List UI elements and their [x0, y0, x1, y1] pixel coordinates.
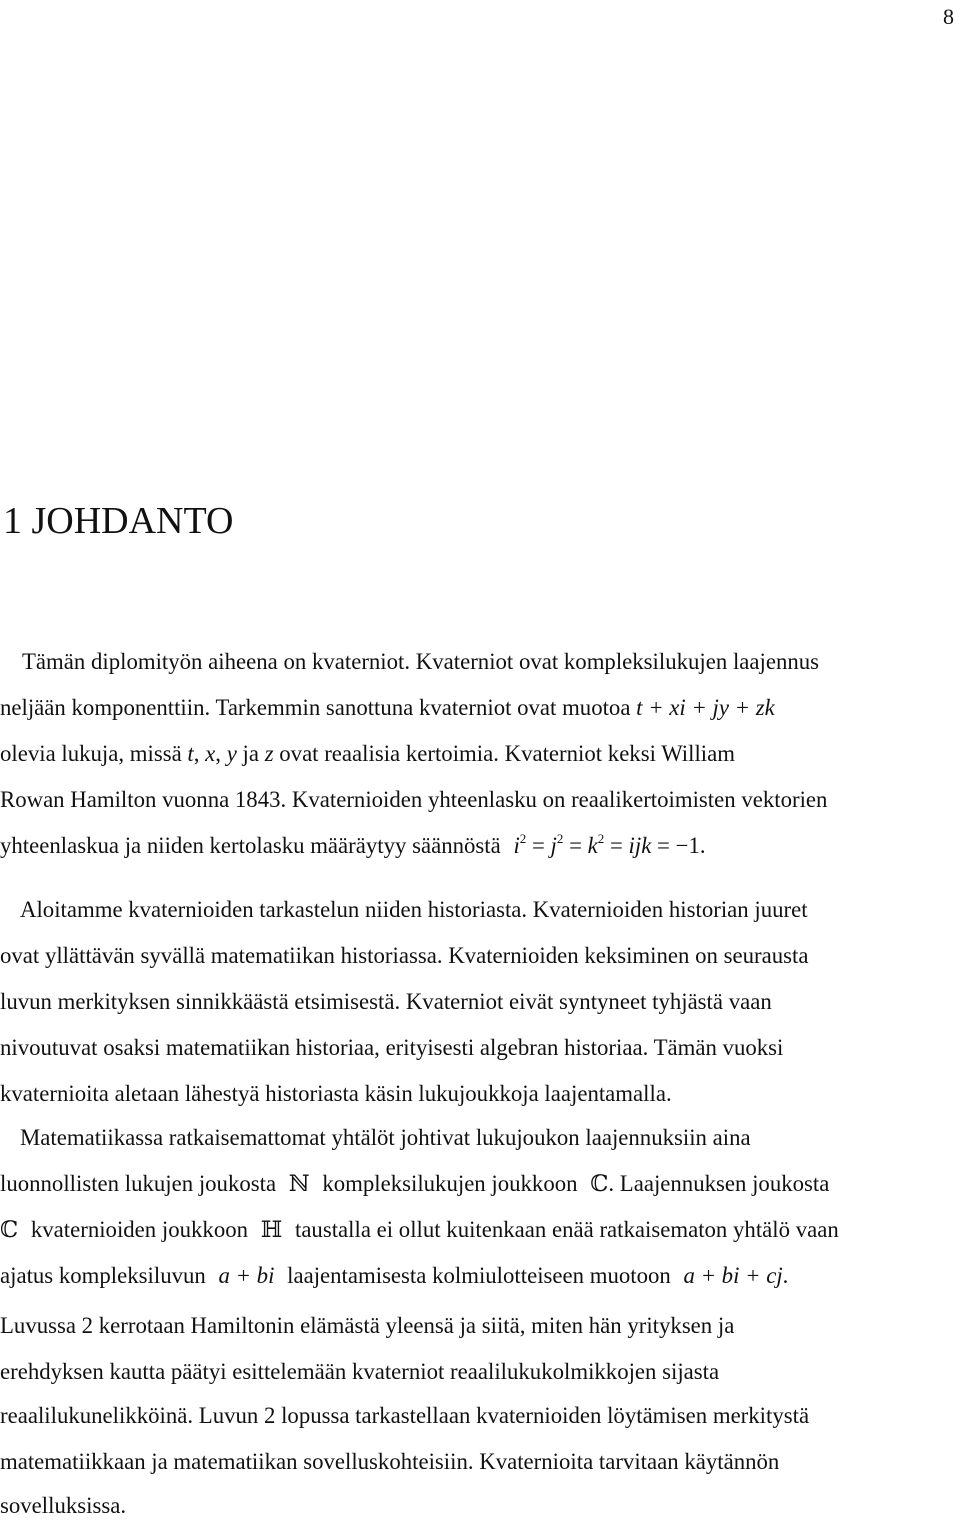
paragraph3-line4: [0, 1259, 960, 1293]
text: taustalla ei ollut kuitenkaan enää ratkaisematon yhtälö vaan: [294, 1217, 839, 1242]
math-z: z: [264, 741, 274, 766]
exponent: 2: [556, 831, 564, 846]
comma: ,: [193, 741, 200, 766]
text: yhteenlaskua ja niiden kertolasku määräytyy säännöstä: [0, 833, 501, 858]
equals: =: [604, 833, 629, 858]
paragraph2-line5: kvaternioita aletaan lähestyä historiasta käsin lukujoukkoja laajentamalla.: [0, 1081, 672, 1106]
paragraph3-line1: Matematiikassa ratkaisemattomat yhtälöt johtivat lukujoukon laajennuksiin aina: [20, 1125, 751, 1150]
math-complex-form: a + bi: [218, 1263, 275, 1288]
paragraph4-line5: sovelluksissa.: [0, 1493, 127, 1518]
paragraph1-line4: Rowan Hamilton vuonna 1843. Kvaternioiden yhteenlasku on reaalikertoimisten vektorien: [0, 787, 828, 812]
complex-symbol: ℂ: [590, 1171, 609, 1196]
paragraph2-line3: luvun merkityksen sinnikkäästä etsimisestä. Kvaterniot eivät syntyneet tyhjästä vaan: [0, 989, 772, 1014]
complex-symbol: ℂ: [0, 1217, 19, 1242]
math-triple-form: a + bi + cj: [683, 1263, 783, 1288]
comma: ,: [215, 741, 221, 766]
paragraph2-line1: Aloitamme kvaternioiden tarkastelun niiden historiasta. Kvaternioiden historian juuret: [20, 897, 808, 922]
paragraph1-line3: [0, 737, 960, 771]
math-k: k: [587, 833, 598, 858]
paragraph4-line4: matematiikkaan ja matematiikan sovelluskohteisiin. Kvaternioita tarvitaan käytännön: [0, 1449, 780, 1474]
text: kompleksilukujen joukkoon: [322, 1171, 578, 1196]
text: olevia lukuja, missä: [0, 741, 182, 766]
paragraph1-line2: [0, 691, 960, 725]
equals-minus-one: = −1.: [651, 833, 706, 858]
text: kvaternioiden joukkoon: [30, 1217, 249, 1242]
paragraph3-line3: [0, 1213, 960, 1247]
exponent: 2: [597, 831, 605, 846]
text: laajentamisesta kolmiulotteiseen muotoon: [287, 1263, 671, 1288]
text: ajatus kompleksiluvun: [0, 1263, 206, 1288]
paragraph2-line2: ovat yllättävän syvällä matematiikan historiassa. Kvaternioiden keksiminen on seurausta: [0, 943, 809, 968]
text: luonnollisten lukujen joukosta: [0, 1171, 277, 1196]
math-t: t: [187, 741, 194, 766]
text: ovat reaalisia kertoimia. Kvaterniot keksi William: [279, 741, 735, 766]
chapter-heading: 1 JOHDANTO: [3, 500, 234, 542]
paragraph4-line2: erehdyksen kautta päätyi esittelemään kvaterniot reaalilukukolmikkojen sijasta: [0, 1359, 720, 1384]
paragraph1-line1: Tämän diplomityön aiheena on kvaterniot. Kvaterniot ovat kompleksilukujen laajennus: [22, 649, 820, 674]
period: .: [782, 1263, 789, 1288]
exponent: 2: [519, 831, 527, 846]
equals: =: [563, 833, 588, 858]
paragraph2-line4: nivoutuvat osaksi matematiikan historiaa, erityisesti algebran historiaa. Tämän vuoksi: [0, 1035, 784, 1060]
paragraph1-line5: [0, 829, 960, 863]
quaternions-symbol: ℍ: [260, 1217, 283, 1242]
math-y: y: [226, 741, 237, 766]
math-i: i: [513, 833, 520, 858]
text: . Laajennuksen joukosta: [608, 1171, 830, 1196]
text: ja: [242, 741, 259, 766]
math-x: x: [205, 741, 216, 766]
page-number: 8: [943, 4, 954, 29]
paragraph4-line1: Luvussa 2 kerrotaan Hamiltonin elämästä yleensä ja siitä, miten hän yrityksen ja: [0, 1313, 735, 1338]
equals: =: [526, 833, 551, 858]
paragraph3-line2: [0, 1167, 960, 1201]
math-j: j: [550, 833, 557, 858]
paragraph4-line3: reaalilukunelikköinä. Luvun 2 lopussa tarkastellaan kvaternioiden löytämisen merkitystä: [0, 1403, 810, 1428]
naturals-symbol: ℕ: [288, 1171, 310, 1196]
quaternion-form-math: t + xi + jy + zk: [636, 695, 775, 720]
math-ijk: ijk: [628, 833, 652, 858]
text: neljään komponenttiin. Tarkemmin sanottuna kvaterniot ovat muotoa: [0, 695, 631, 720]
